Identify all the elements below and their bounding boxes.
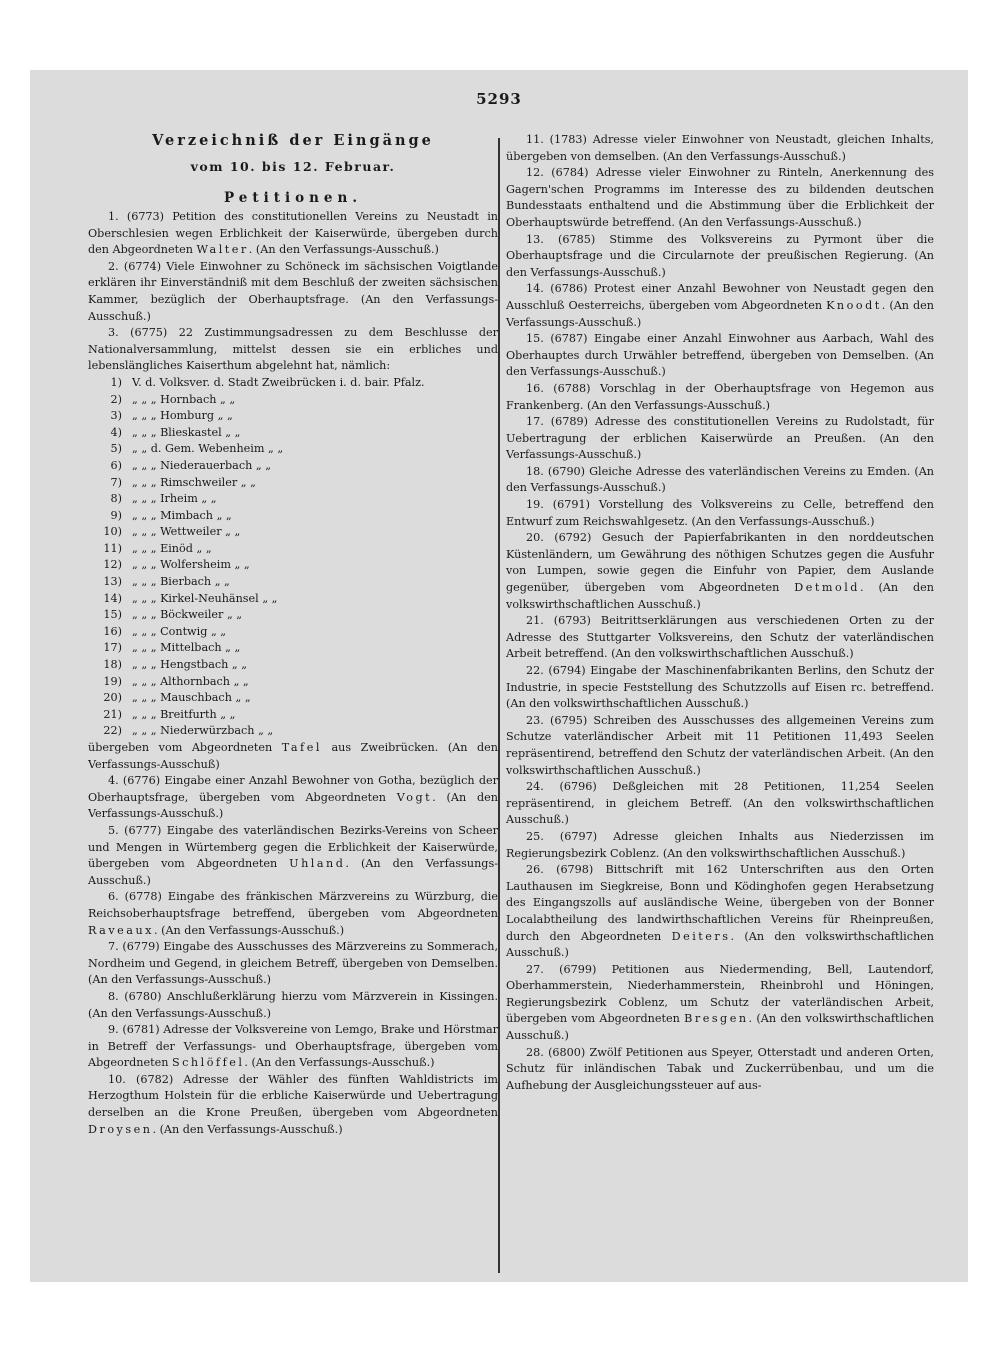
place-name: Rimschweiler — [160, 475, 238, 489]
row-prefix: „ „ „ — [132, 658, 157, 672]
petition-entry — [88, 1022, 498, 1072]
entry-text: 23. (6795) Schreiben des Ausschusses des allgemeinen Vereins zum Schutze vaterländischer Arbeit mit 11 Petitionen 11,493 Seelen repräsentirend, betreffend den Schutz der vaterländischen Arbeit. (An den volkswirthschaftlichen Ausschuß.) — [506, 713, 934, 777]
petition-entry — [506, 713, 934, 779]
entry-tail: . (An den volkswirthschaftlichen Ausschuß.) — [506, 1012, 934, 1043]
entry-text: 14. (6786) Protest einer Anzahl Bewohner von Neustadt gegen den Ausschluß Oesterreichs, übergeben vom Abgeordneten — [506, 282, 934, 312]
place-name: Einöd — [160, 541, 193, 555]
association-row — [88, 392, 498, 409]
entry-text: übergeben vom Abgeordneten — [88, 741, 273, 754]
document-subtitle: vom 10. bis 12. Februar. — [190, 159, 396, 174]
row-body — [126, 591, 498, 608]
row-suffix: „ „ — [235, 691, 251, 705]
row-body — [126, 408, 498, 425]
entry-text: 21. (6793) Beitrittserklärungen aus verschiedenen Orten zu der Adresse des Stuttgarter Volksvereins, den Schutz der vaterländischen Arbeit betreffend. (An den volkswirthschaftlichen Ausschuß.) — [506, 614, 934, 661]
delegate-name: Schlöffel — [171, 1056, 245, 1070]
row-number: 17) — [103, 641, 122, 655]
row-body — [126, 640, 498, 657]
row-prefix: „ „ „ — [132, 525, 157, 539]
petition-entry — [506, 165, 934, 231]
association-list — [88, 375, 498, 740]
row-number: 22) — [103, 724, 122, 738]
association-row — [88, 441, 498, 458]
entry-text: 11. (1783) Adresse vieler Einwohner von Neustadt, gleichen Inhalts, übergeben von demselben. (An den Verfassungs-Ausschuß.) — [506, 133, 934, 163]
row-body — [126, 508, 498, 525]
row-body — [126, 674, 498, 691]
delegate-name: Detmold — [794, 581, 860, 595]
entry-tail: . (An den Verfassungs-Ausschuß.) — [88, 857, 498, 887]
petition-entry — [506, 281, 934, 331]
row-prefix: „ „ „ — [132, 724, 157, 738]
place-name: Althornbach — [160, 674, 231, 688]
row-suffix: „ „ — [196, 541, 212, 555]
place-name: Kirkel-Neuhänsel — [160, 591, 259, 605]
row-number: 14) — [103, 591, 122, 605]
row-prefix: „ „ „ — [132, 674, 157, 688]
row-suffix: „ „ — [268, 442, 284, 456]
row-suffix: „ „ — [231, 658, 248, 672]
row-suffix: „ „ — [219, 392, 236, 406]
row-prefix: „ „ „ — [132, 624, 157, 638]
row-suffix: „ „ — [225, 425, 241, 439]
row-body — [126, 491, 498, 508]
association-row — [88, 674, 498, 691]
row-body — [126, 392, 498, 409]
row-body — [126, 475, 498, 492]
association-row — [88, 591, 498, 608]
petition-entry — [506, 962, 934, 1045]
entry-text: 1. (6773) Petition des constitutionellen Vereins zu Neustadt in Oberschlesien wegen Erblichkeit der Kaiserwürde, übergeben durch den Abgeordneten — [88, 210, 498, 257]
row-suffix: „ „ — [201, 492, 217, 506]
place-name: Mauschbach — [160, 691, 232, 705]
row-body — [126, 458, 498, 475]
petition-entry — [506, 497, 934, 530]
entry-text: 28. (6800) Zwölf Petitionen aus Speyer, Otterstadt und anderen Orten, Schutz für inländischen Tabak und Zuckerrübenbau, und um die Aufhebung der Ausgleichungssteuer auf aus- — [506, 1045, 934, 1092]
row-suffix: „ „ — [220, 707, 236, 721]
petition-entry — [506, 613, 934, 663]
row-body — [126, 557, 498, 574]
entry-text: 15. (6787) Eingabe einer Anzahl Einwohner aus Aarbach, Wahl des Oberhauptes durch Urwähler betreffend, übergeben von Demselben. (An den Verfassungs-Ausschuß.) — [506, 332, 934, 379]
association-row — [88, 491, 498, 508]
row-prefix: „ „ „ — [132, 458, 157, 472]
page-number: 5293 — [476, 90, 522, 108]
delegate-name: Raveaux — [88, 923, 154, 937]
entry-text: 7. (6779) Eingabe des Ausschusses des Märzvereins zu Sommerach, Nordheim und Gegend, in gleichem Betreff, übergeben von Demselben. (An den Verfassungs-Ausschuß.) — [88, 940, 498, 987]
row-number: 10) — [103, 525, 122, 539]
petition-list-left-b — [88, 773, 498, 1138]
left-column — [88, 132, 498, 1138]
entry-tail: . (An den Verfassungs-Ausschuß.) — [153, 923, 345, 937]
row-body — [126, 425, 498, 442]
petition-entry — [506, 829, 934, 862]
delegate-name: Uhland — [289, 857, 346, 871]
entry-text: 16. (6788) Vorschlag in der Oberhauptsfrage von Hegemon aus Frankenberg. (An den Verfassungs-Ausschuß.) — [506, 381, 934, 412]
association-row — [88, 640, 498, 657]
row-suffix: „ „ — [225, 641, 241, 655]
row-prefix: „ „ „ — [132, 508, 157, 522]
association-row — [88, 624, 498, 641]
row-suffix: „ „ — [234, 558, 250, 572]
entry-text: 17. (6789) Adresse des constitutionellen Vereins zu Rudolstadt, für Uebertragung der erblichen Kaiserwürde an Preußen. (An den Verfassungs-Ausschuß.) — [506, 415, 934, 462]
entry-text: 4. (6776) Eingabe einer Anzahl Bewohner von Gotha, bezüglich der Oberhauptsfrage, übergeben vom Abgeordneten — [88, 774, 498, 804]
entry-tail: . (An den Verfassungs-Ausschuß.) — [88, 790, 498, 821]
row-number: 5) — [110, 442, 122, 456]
row-prefix: „ „ „ — [132, 575, 157, 589]
place-name: Webenheim — [198, 442, 265, 456]
row-suffix: i. d. bair. Pfalz. — [339, 375, 425, 389]
row-number: 16) — [103, 624, 122, 638]
row-body — [126, 657, 498, 674]
entry-text: 9. (6781) Adresse der Volksvereine von Lemgo, Brake und Hörstmar in Betreff der Verfassungs- und Oberhauptsfrage, übergeben vom Abgeordneten — [88, 1023, 498, 1070]
entry-text: 6. (6778) Eingabe des fränkischen Märzvereins zu Würzburg, die Reichsoberhauptsfrage betreffend, übergeben vom Abgeordneten — [88, 890, 498, 920]
entry-text: 24. (6796) Deßgleichen mit 28 Petitionen, 11,254 Seelen repräsentirend, in gleichem Betreff. (An den volkswirthschaftlichen Ausschuß.) — [506, 780, 934, 827]
row-prefix: „ „ „ — [132, 392, 157, 406]
row-prefix: „ „ „ — [132, 558, 157, 572]
delegate-name: Droysen — [88, 1122, 153, 1136]
document-title: Verzeichniß der Eingänge — [152, 132, 434, 149]
row-prefix: „ „ „ — [132, 591, 157, 605]
row-body — [126, 375, 498, 392]
petition-entry — [506, 331, 934, 381]
place-name: Wettweiler — [160, 525, 222, 539]
entry-text: 3. (6775) 22 Zustimmungsadressen zu dem Beschlusse der Nationalversammlung, mittelst dessen sie ein erbliches und lebenslängliches Kaiserthum abgelehnt hat, nämlich: — [88, 326, 498, 373]
entry-tail: aus Zweibrücken. (An den Verfassungs-Ausschuß) — [88, 741, 498, 771]
row-body — [126, 441, 498, 458]
petition-entry — [506, 464, 934, 497]
row-prefix: „ „ „ — [132, 707, 157, 721]
row-number: 3) — [110, 409, 122, 423]
delegate-name: Bresgen — [684, 1012, 749, 1026]
entry-text: 8. (6780) Anschlußerklärung hierzu vom Märzverein in Kissingen. (An den Verfassungs-Ausschuß.) — [88, 989, 498, 1020]
place-name: Bierbach — [160, 575, 212, 589]
association-row — [88, 425, 498, 442]
row-number: 12) — [103, 558, 122, 572]
entry-tail: . (An den Verfassungs-Ausschuß.) — [244, 1056, 435, 1070]
column-divider — [498, 138, 500, 1273]
place-name: Mittelbach — [160, 641, 222, 655]
place-name: Hengstbach — [160, 658, 229, 672]
right-column — [506, 132, 934, 1094]
petition-entry — [88, 823, 498, 889]
place-name: Mimbach — [160, 508, 214, 522]
petition-entry — [506, 663, 934, 713]
entry-text: 27. (6799) Petitionen aus Niedermending, Bell, Lautendorf, Oberhammerstein, Niederhammerstein, Rheinbrohl und Höningen, Regierungsbezirk Coblenz, um Schutz der vaterländischen Arbeit, übergeben vom Abgeordneten — [506, 962, 934, 1026]
row-suffix: „ „ — [258, 724, 274, 738]
row-suffix: „ „ — [210, 624, 227, 638]
section-heading: Petitionen. — [223, 190, 363, 206]
entry-text: 5. (6777) Eingabe des vaterländischen Bezirks-Vereins von Scheer und Mengen in Würtemberg gegen die Erblichkeit der Kaiserwürde, übergeben vom Abgeordneten — [88, 823, 498, 871]
association-row — [88, 524, 498, 541]
association-row — [88, 475, 498, 492]
petition-entry — [88, 889, 498, 939]
row-prefix: „ „ „ — [132, 608, 157, 622]
association-row — [88, 707, 498, 724]
row-number: 2) — [110, 392, 122, 406]
petition-entry — [88, 209, 498, 259]
row-body — [126, 624, 498, 641]
place-name: Zweibrücken — [261, 375, 337, 389]
petition-entry — [506, 132, 934, 165]
entry-text: 26. (6798) Bittschrift mit 162 Unterschriften aus den Orten Lauthausen im Siegkreise, Bonn und Ködinghofen gegen Herabsetzung des Eingangszolls auf ausländische Weine, übergeben von der Bonner Localabtheilung des landwirthschaftlichen Vereins für Rheinpreußen, durch den Abgeordneten — [506, 863, 934, 943]
petition-entry — [506, 779, 934, 829]
row-prefix: „ „ „ — [132, 475, 157, 489]
entry-text: 10. (6782) Adresse der Wähler des fünften Wahldistricts im Herzogthum Holstein für die erbliche Kaiserwürde und Uebertragung derselben an die Krone Preußen, übergeben vom Abgeordneten — [88, 1072, 498, 1120]
entry-tail: . (An den Verfassungs-Ausschuß.) — [152, 1122, 343, 1136]
petition-entry — [88, 1072, 498, 1138]
row-number: 6) — [110, 458, 122, 472]
row-prefix: „ „ d. Gem. — [132, 442, 195, 456]
association-row — [88, 408, 498, 425]
place-name: Böckweiler — [160, 608, 224, 622]
row-suffix: „ „ — [214, 575, 230, 589]
petition-entry — [506, 1045, 934, 1095]
entry-text: 22. (6794) Eingabe der Maschinenfabrikanten Berlins, den Schutz der Industrie, in specie Feststellung des Schutzzolls auf Eisen rc. betreffend. (An den volkswirthschaftlichen Ausschuß.) — [506, 664, 934, 711]
row-prefix: V. d. Volksver. d. Stadt — [132, 375, 259, 389]
association-row — [88, 657, 498, 674]
delegate-name: Deiters — [671, 929, 731, 943]
delegate-name: Knoodt — [826, 298, 882, 312]
entry-tail: . (An den Verfassungs-Ausschuß.) — [248, 243, 439, 257]
association-row — [88, 508, 498, 525]
row-body — [126, 607, 498, 624]
place-name: Contwig — [160, 624, 208, 638]
row-number: 13) — [103, 575, 122, 589]
association-row — [88, 541, 498, 558]
association-list-closing — [88, 740, 498, 773]
row-number: 9) — [110, 508, 122, 522]
place-name: Wolfersheim — [160, 558, 231, 572]
entry-text: 20. (6792) Gesuch der Papierfabrikanten in den norddeutschen Küstenländern, um Gewährung des nöthigen Schutzes gegen die Ausfuhr von Lumpen, sowie gegen die Einfuhr von Papier, dem Auslande gegenüber, übergeben vom Abgeordneten — [506, 531, 934, 595]
row-body — [126, 707, 498, 724]
petition-entry — [88, 325, 498, 375]
row-suffix: „ „ — [216, 508, 232, 522]
row-body — [126, 690, 498, 707]
entry-text: 13. (6785) Stimme des Volksvereins zu Pyrmont über die Oberhauptsfrage und die Circularnote der preußischen Regierung. (An den Verfassungs-Ausschuß.) — [506, 232, 934, 279]
entry-text: 25. (6797) Adresse gleichen Inhalts aus Niederzissen im Regierungsbezirk Coblenz. (An den volkswirthschaftlichen Ausschuß.) — [506, 829, 934, 860]
row-body — [126, 524, 498, 541]
place-name: Homburg — [160, 409, 215, 423]
petition-entry — [506, 232, 934, 282]
row-number: 20) — [103, 691, 122, 705]
row-number: 21) — [103, 707, 122, 721]
petition-list-left-a — [88, 209, 498, 375]
row-number: 8) — [110, 492, 122, 506]
row-prefix: „ „ „ — [132, 492, 157, 506]
entry-text: 12. (6784) Adresse vieler Einwohner zu Rinteln, Anerkennung des Gagern'schen Programms im Interesse des zu bildenden deutschen Bundesstaats enthaltend und die Abstimmung über die Erblichkeit der Oberhauptswürde betreffend. (An den Verfassungs-Ausschuß.) — [506, 166, 934, 229]
row-suffix: „ „ — [233, 674, 249, 688]
row-suffix: „ „ — [225, 525, 241, 539]
association-row — [88, 557, 498, 574]
row-suffix: „ „ — [226, 608, 243, 622]
row-suffix: „ „ — [255, 458, 272, 472]
delegate-name: Tafel — [281, 741, 322, 754]
place-name: Hornbach — [160, 392, 217, 406]
document-page — [30, 70, 968, 1282]
delegate-name: Vogt — [396, 790, 433, 804]
row-prefix: „ „ „ — [132, 541, 157, 555]
entry-text: 18. (6790) Gleiche Adresse des vaterländischen Vereins zu Emden. (An den Verfassungs-Ausschuß.) — [506, 464, 934, 495]
petition-entry — [88, 939, 498, 989]
petition-entry — [88, 989, 498, 1022]
place-name: Niederauerbach — [160, 458, 253, 472]
place-name: Breitfurth — [160, 707, 217, 721]
delegate-name: Walter — [196, 243, 249, 257]
petition-entry — [88, 773, 498, 823]
association-row — [88, 574, 498, 591]
row-number: 4) — [110, 425, 122, 439]
association-row — [88, 607, 498, 624]
place-name: Niederwürzbach — [160, 724, 255, 738]
row-number: 7) — [110, 475, 122, 489]
row-body — [126, 541, 498, 558]
entry-tail: . (An den volkswirthschaftlichen Ausschuß.) — [506, 581, 934, 611]
row-number: 1) — [110, 375, 122, 389]
petition-entry — [506, 530, 934, 613]
petition-entry — [506, 414, 934, 464]
row-number: 11) — [103, 541, 122, 555]
row-suffix: „ „ — [262, 591, 278, 605]
place-name: Blieskastel — [160, 425, 222, 439]
entry-text: 19. (6791) Vorstellung des Volksvereins zu Celle, betreffend den Entwurf zum Reichswahlgesetz. (An den Verfassungs-Ausschuß.) — [506, 498, 934, 528]
row-suffix: „ „ — [240, 475, 256, 489]
row-prefix: „ „ „ — [132, 425, 157, 439]
petition-entry — [506, 862, 934, 962]
row-number: 15) — [103, 608, 122, 622]
row-number: 18) — [103, 658, 122, 672]
row-body — [126, 723, 498, 740]
petition-list-right — [506, 132, 934, 1094]
entry-text: 2. (6774) Viele Einwohner zu Schöneck im sächsischen Voigtlande erklären ihr Einverständniß mit dem Beschluß der zweiten sächsischen Kammer, bezüglich der Oberhauptsfrage. (An den Verfassungs-Ausschuß.) — [88, 259, 498, 323]
association-row — [88, 723, 498, 740]
row-body — [126, 574, 498, 591]
row-prefix: „ „ „ — [132, 641, 157, 655]
row-prefix: „ „ „ — [132, 409, 157, 423]
row-number: 19) — [103, 674, 122, 688]
row-suffix: „ „ — [217, 409, 233, 423]
entry-tail: . (An den volkswirthschaftlichen Ausschuß.) — [506, 929, 935, 960]
row-prefix: „ „ „ — [132, 691, 157, 705]
association-row — [88, 375, 498, 392]
petition-entry — [88, 259, 498, 325]
entry-tail: . (An den Verfassungs-Ausschuß.) — [506, 298, 935, 329]
place-name: Irheim — [160, 492, 198, 506]
petition-entry — [506, 381, 934, 414]
association-row — [88, 458, 498, 475]
association-row — [88, 690, 498, 707]
